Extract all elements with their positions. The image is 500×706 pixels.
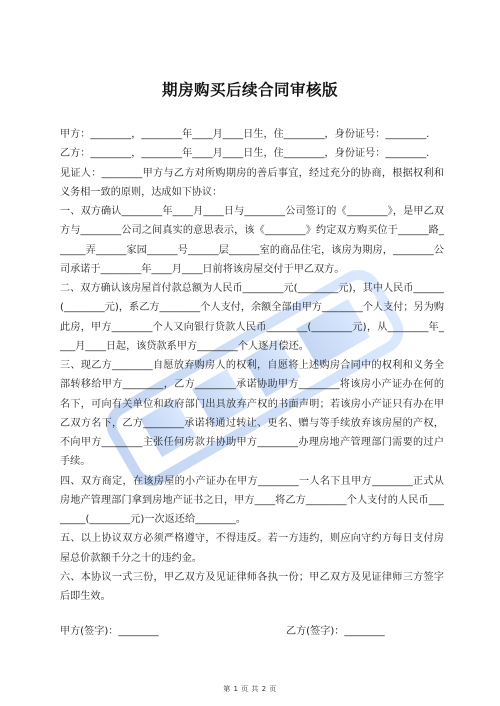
page-number-footer: 第 1 页 共 2 页 — [223, 685, 277, 693]
clause-1: 一、双方确认________年____月____日与________公司签订的《________》，是甲乙双方与________公司之间真实的意思表示，该《________》约定双方购买位于______路______弄______家园______号______层______室的商品住宅，该房为期房，________公司承诺于________年____月____日前将该房屋交付于甲乙双方。 — [60, 206, 444, 275]
party-b-line: 乙方：________，________年____月____日生，住________，身份证号：________. — [60, 148, 430, 160]
clause-4: 四、双方商定，在该房屋的小产证办在甲方________一人名下且甲方________正式从房地产管理部门拿到房地产证书之日，甲方____将乙方________个人支付的人民币________(________元)一次返还给________。 — [60, 475, 444, 525]
party-b-signature: 乙方(签字)：________ — [286, 626, 385, 637]
clause-6: 六、本协议一式三份，甲乙双方及见证律师各执一份；甲乙双方及见证律师三方签字后即生效。 — [60, 571, 444, 602]
clause-3: 三、现乙方________自愿放弃购房人的权利，自愿将上述购房合同中的权利和义务全部转移给甲方________，乙方________承诺协助甲方________将该房小产证办在何的名下，可向有关单位和政府部门出具放弃产权的书面声明；若该房小产证只有办在甲乙双方名下，乙方________承诺将通过转让、更名、赠与等手续放弃该房屋的产权，不向甲方________主张任何房款并协助甲方________办理房地产管理部门需要的过户手续。 — [60, 360, 444, 468]
party-a-line: 甲方：________，________年____月____日生，住________，身份证号：________. — [60, 129, 430, 140]
document-body — [60, 125, 444, 606]
witness-paragraph: 见证人：________甲方与乙方对所购期房的善后事宜，经过充分的协商，根据权利和义务相一致的原则，达成如下协议： — [60, 167, 444, 198]
party-a-signature: 甲方(签字)：________ — [60, 626, 159, 637]
signature-row — [60, 622, 444, 642]
document-title: 期房购买后续合同审核版 — [161, 81, 338, 99]
clause-2: 二、双方确认该房屋首付款总额为人民币________元(________元)，其中人民币______(________元)，系乙方________个人支付，余额全部由甲方________个人支付；另为购此房，甲方________个人又向银行贷款人民币________(________元)，从________年____月____日起，该贷款系甲方________个人逐月偿还。 — [60, 283, 444, 352]
clause-5: 五、以上协议双方必须严格遵守，不得违反。若一方违约，则应向守约方每日支付房屋总价款额千分之十的违约金。 — [60, 533, 444, 564]
